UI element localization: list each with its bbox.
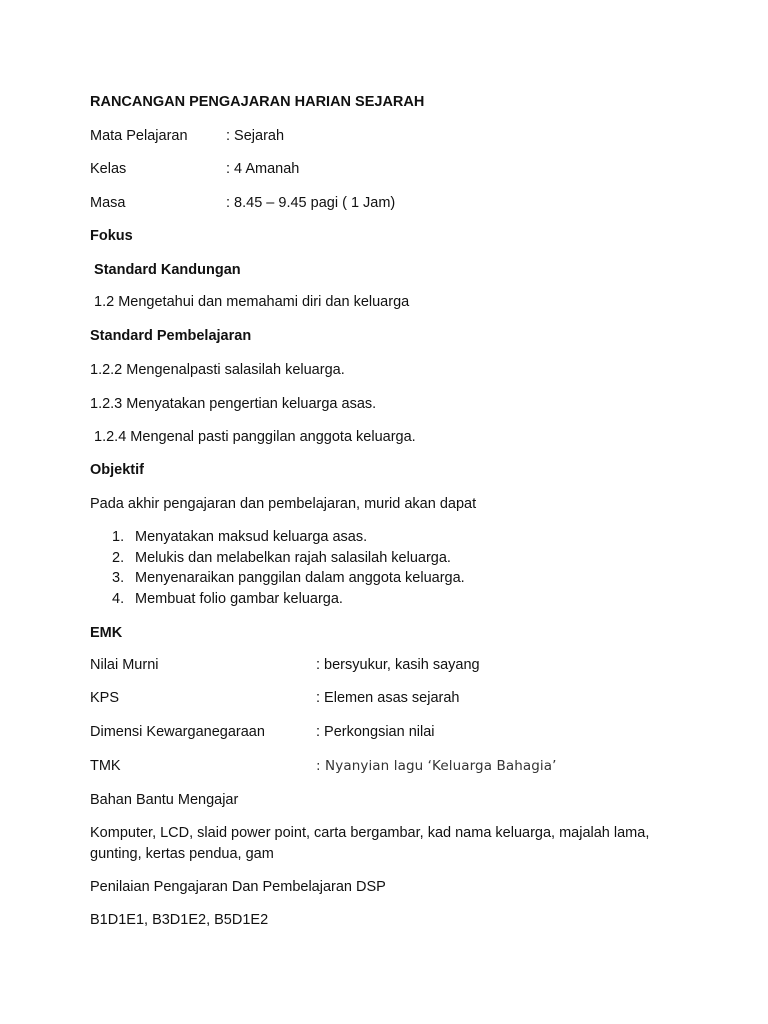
list-item bbox=[90, 548, 465, 569]
list-item bbox=[90, 527, 465, 548]
penilaian-heading: Penilaian Pengajaran Dan Pembelajaran DSP bbox=[90, 879, 386, 895]
list-number: 3. bbox=[112, 570, 125, 586]
penilaian-text: B1D1E1, B3D1E2, B5D1E2 bbox=[90, 912, 269, 928]
list-text: Melukis dan melabelkan rajah salasilah keluarga. bbox=[135, 549, 451, 566]
standard-pembelajaran-heading: Standard Pembelajaran bbox=[90, 328, 252, 344]
list-text: Membuat folio gambar keluarga. bbox=[135, 590, 343, 607]
info-value: : Sejarah bbox=[226, 128, 285, 144]
list-item bbox=[90, 589, 465, 610]
emk-label: KPS bbox=[90, 690, 120, 706]
list-number: 2. bbox=[112, 549, 125, 566]
standard-pembelajaran-item: 1.2.4 Mengenal pasti panggilan anggota keluarga. bbox=[90, 429, 416, 445]
fokus-heading: Fokus bbox=[90, 228, 133, 244]
list-item bbox=[90, 568, 465, 589]
objektif-heading: Objektif bbox=[90, 462, 144, 478]
document-title: RANCANGAN PENGAJARAN HARIAN SEJARAH bbox=[90, 94, 425, 110]
emk-value: : Nyanyian lagu ‘Keluarga Bahagia’ bbox=[316, 758, 557, 774]
list-text: Menyenaraikan panggilan dalam anggota keluarga. bbox=[135, 570, 465, 586]
emk-label: TMK bbox=[90, 758, 121, 774]
emk-value: : bersyukur, kasih sayang bbox=[316, 657, 480, 673]
standard-pembelajaran-item: 1.2.3 Menyatakan pengertian keluarga asas. bbox=[90, 396, 377, 412]
info-label: Kelas bbox=[90, 161, 127, 177]
emk-value: : Perkongsian nilai bbox=[316, 724, 435, 740]
info-value: : 8.45 – 9.45 pagi ( 1 Jam) bbox=[226, 195, 396, 211]
info-label: Masa bbox=[90, 195, 126, 211]
info-value: : 4 Amanah bbox=[226, 161, 300, 177]
bbm-text: Komputer, LCD, slaid power point, carta bergambar, kad nama keluarga, majalah lama, gunting, kertas pendua, gam bbox=[90, 825, 650, 862]
objektif-intro: Pada akhir pengajaran dan pembelajaran, murid akan dapat bbox=[90, 496, 477, 512]
standard-pembelajaran-item: 1.2.2 Mengenalpasti salasilah keluarga. bbox=[90, 362, 345, 378]
emk-heading: EMK bbox=[90, 625, 123, 641]
standard-kandungan-item: 1.2 Mengetahui dan memahami diri dan keluarga bbox=[90, 294, 410, 310]
standard-kandungan-heading: Standard Kandungan bbox=[90, 262, 241, 278]
emk-value: : Elemen asas sejarah bbox=[316, 690, 460, 706]
info-label: Mata Pelajaran bbox=[90, 128, 188, 144]
list-number: 4. bbox=[112, 590, 125, 607]
list-number: 1. bbox=[112, 529, 125, 545]
bbm-heading: Bahan Bantu Mengajar bbox=[90, 792, 239, 808]
objektif-list bbox=[90, 527, 465, 609]
emk-label: Nilai Murni bbox=[90, 657, 159, 673]
list-text: Menyatakan maksud keluarga asas. bbox=[135, 529, 368, 545]
emk-label: Dimensi Kewarganegaraan bbox=[90, 724, 265, 740]
